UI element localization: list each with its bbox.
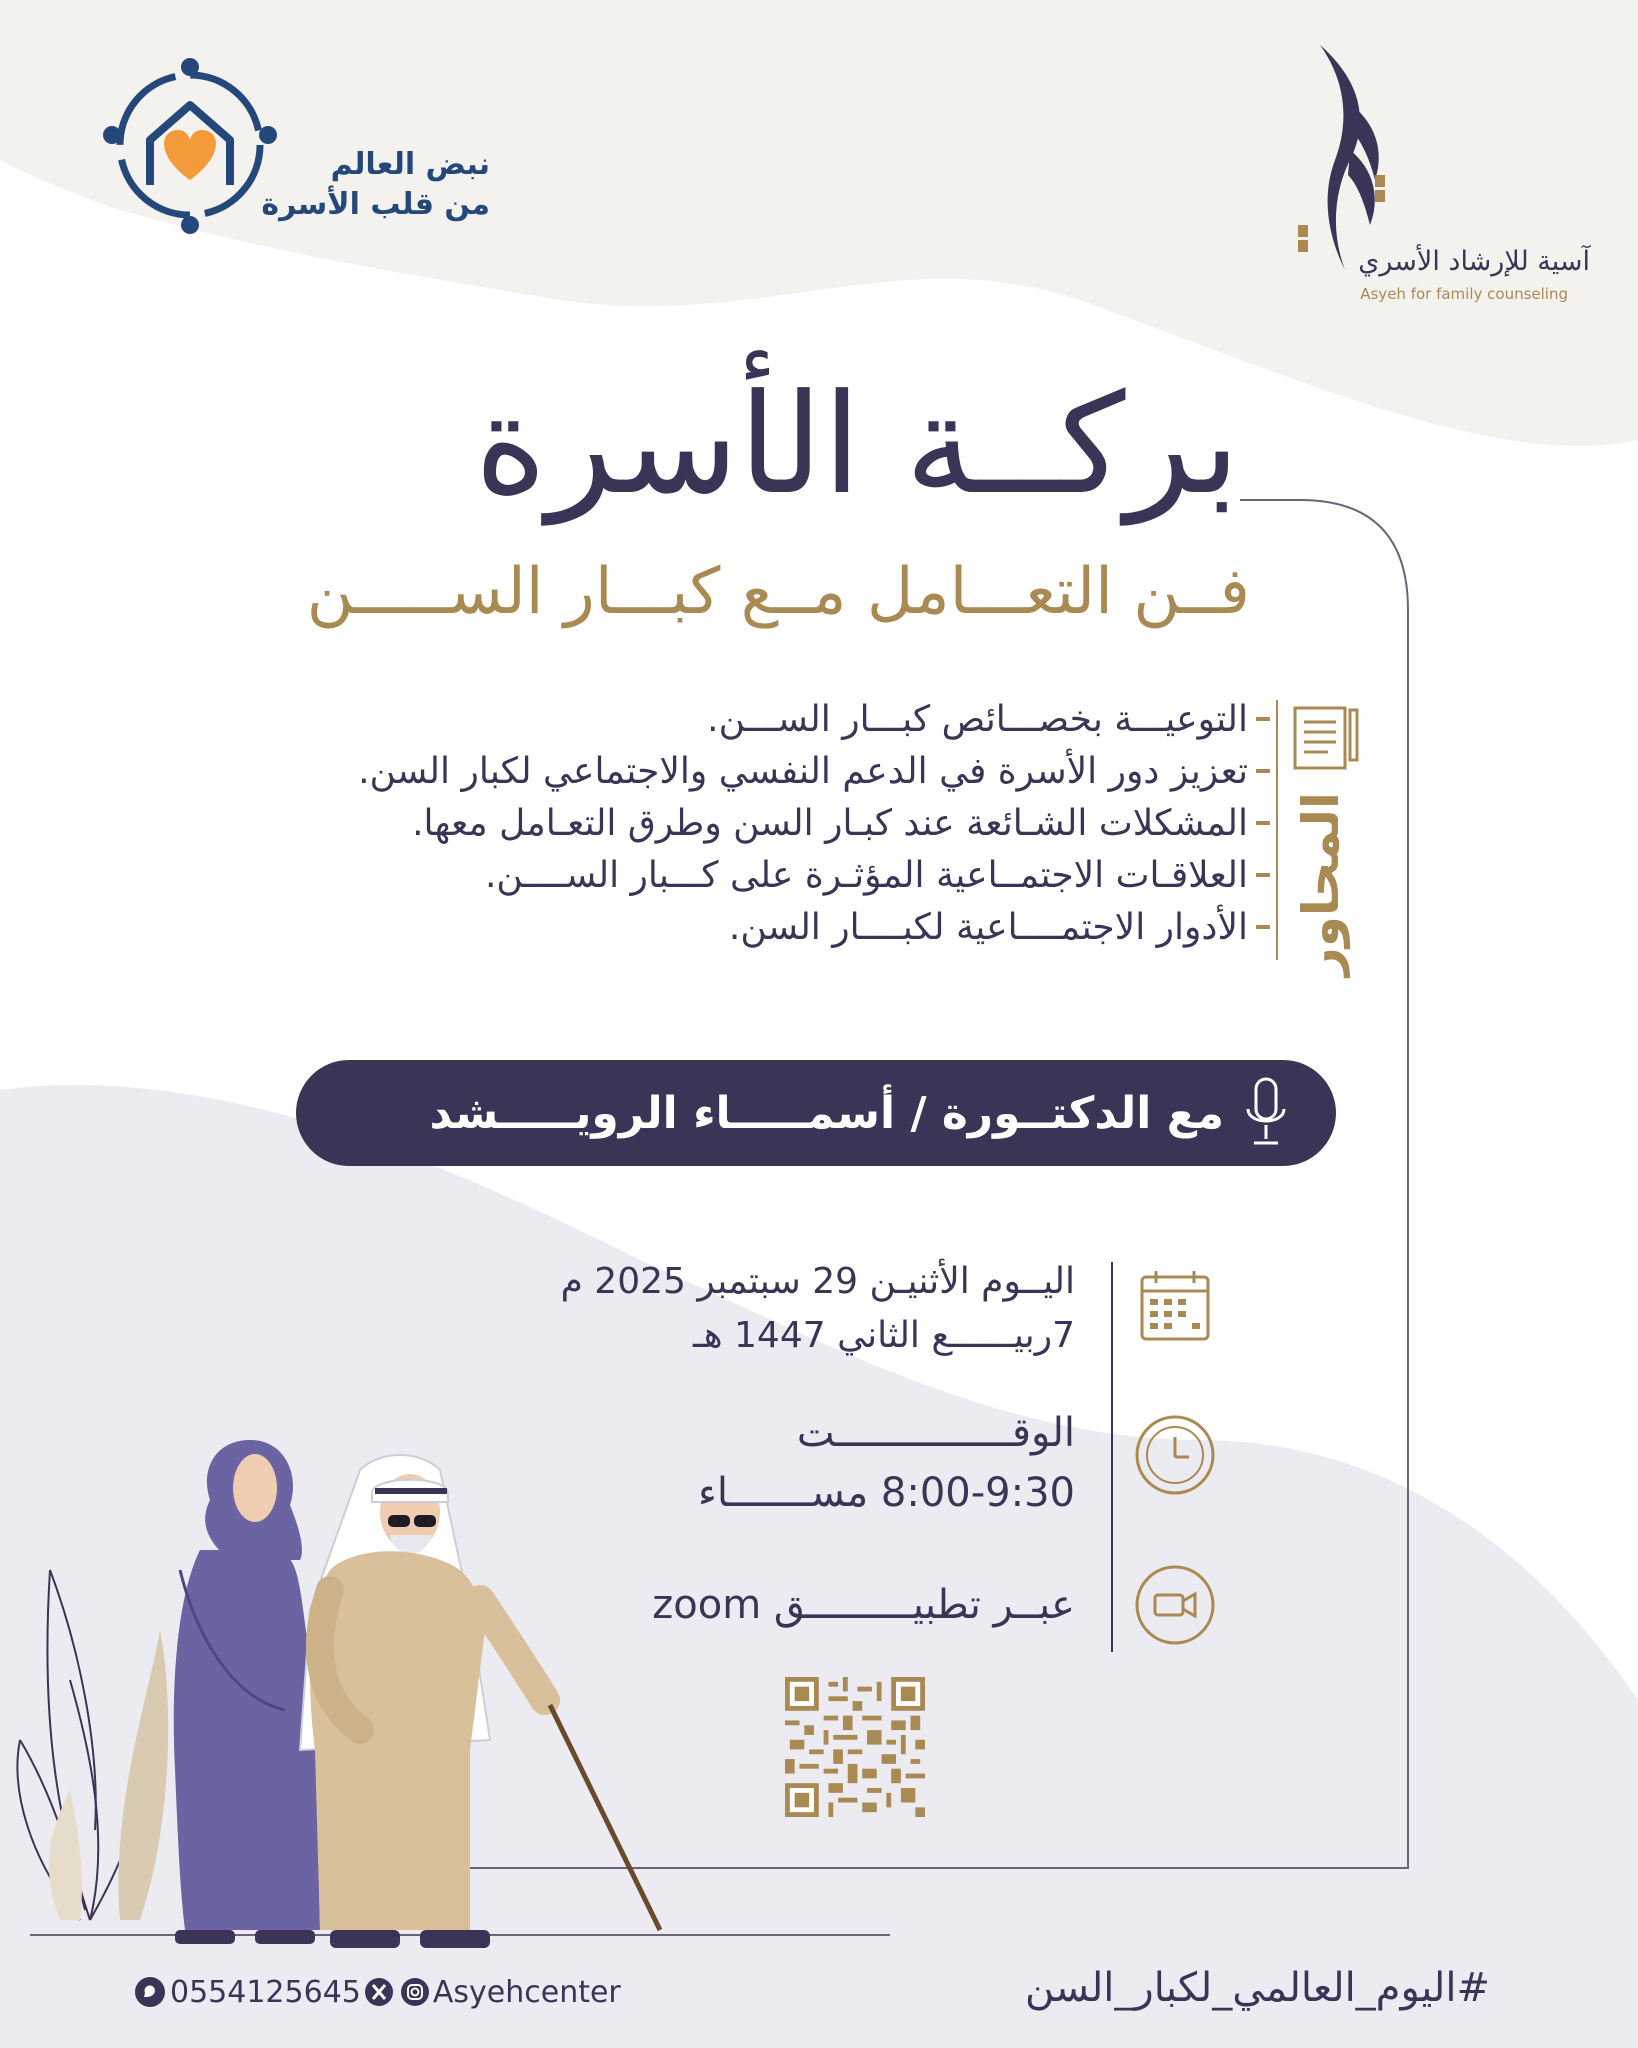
bullet: [1256, 821, 1270, 825]
list-item: [230, 745, 1270, 797]
event-platform: عبــر تطبيـــــــــق zoom: [652, 1582, 1075, 1628]
whatsapp-icon[interactable]: [133, 1975, 167, 2009]
speaker-name: مع الدكتــورة / أسمـــــاء الرويـــــشد: [429, 1087, 1224, 1139]
brand-tagline: [250, 145, 490, 225]
speaker-banner: [296, 1060, 1336, 1166]
bullet: [1256, 769, 1270, 773]
footer-contact: [130, 1972, 621, 2012]
topic-text: المشكلات الشـائعة عند كبـار السن وطرق التعـامل معها.: [412, 802, 1248, 844]
date-hijri: 7ربيــــــع الثاني 1447 هـ: [693, 1315, 1075, 1356]
page-subtitle: فــن التعـــامل مــع كبـــار الســـــن: [306, 555, 1250, 629]
video-camera-icon: [1133, 1563, 1217, 1647]
tagline-line1: نبض العالم: [330, 147, 490, 182]
microphone-icon: [1236, 1073, 1296, 1153]
time-value: 8:00-9:30 مســـــــاء: [698, 1470, 1075, 1516]
x-icon[interactable]: [364, 1977, 394, 2007]
bullet: [1256, 925, 1270, 929]
list-item: [230, 849, 1270, 901]
hashtag[interactable]: #اليوم_العالمي_لكبار_السن: [1024, 1965, 1490, 2011]
topic-text: العلاقـات الاجتمــاعية المؤثـرة على كـــبار الســــن.: [484, 854, 1248, 896]
phone-number[interactable]: 0554125645: [170, 1974, 361, 2010]
list-item: [230, 693, 1270, 745]
brand-name-english: Asyeh for family counseling: [1360, 285, 1568, 303]
topics-heading: [1286, 790, 1356, 977]
elderly-couple-illustration: [0, 1230, 720, 1950]
bullet: [1256, 717, 1270, 721]
list-item: [230, 797, 1270, 849]
social-handle[interactable]: Asyehcenter: [432, 1974, 621, 2010]
date-gregorian: اليــوم الأثنيـن 29 سبتمبر 2025 م: [560, 1261, 1075, 1302]
bullet: [1256, 873, 1270, 877]
topics-divider: [1276, 700, 1278, 960]
topic-text: تعزيز دور الأسرة في الدعم النفسي والاجتماعي لكبار السن.: [358, 750, 1248, 792]
info-divider: [1111, 1262, 1113, 1652]
tagline-line2: من قلب الأسرة: [261, 187, 490, 222]
list-item: [230, 901, 1270, 953]
topic-text: الأدوار الاجتمــــاعية لكبــــار السن.: [728, 906, 1248, 948]
calendar-icon: [1136, 1267, 1216, 1347]
instagram-icon[interactable]: [400, 1977, 430, 2007]
brand-name-arabic: آسية للإرشاد الأسري: [1358, 246, 1590, 277]
topic-text: التوعيـــة بخصـــائص كبـــار الســـن.: [707, 698, 1248, 740]
time-label: الوقـــــــــــــــت: [796, 1410, 1075, 1456]
topics-list: [230, 693, 1270, 953]
qr-code[interactable]: [785, 1677, 925, 1817]
notes-icon: [1290, 700, 1365, 775]
clock-icon: [1133, 1413, 1217, 1497]
page-title: بركــة الأسرة: [474, 364, 1240, 525]
topics-heading-text: المحاور: [1292, 791, 1350, 977]
